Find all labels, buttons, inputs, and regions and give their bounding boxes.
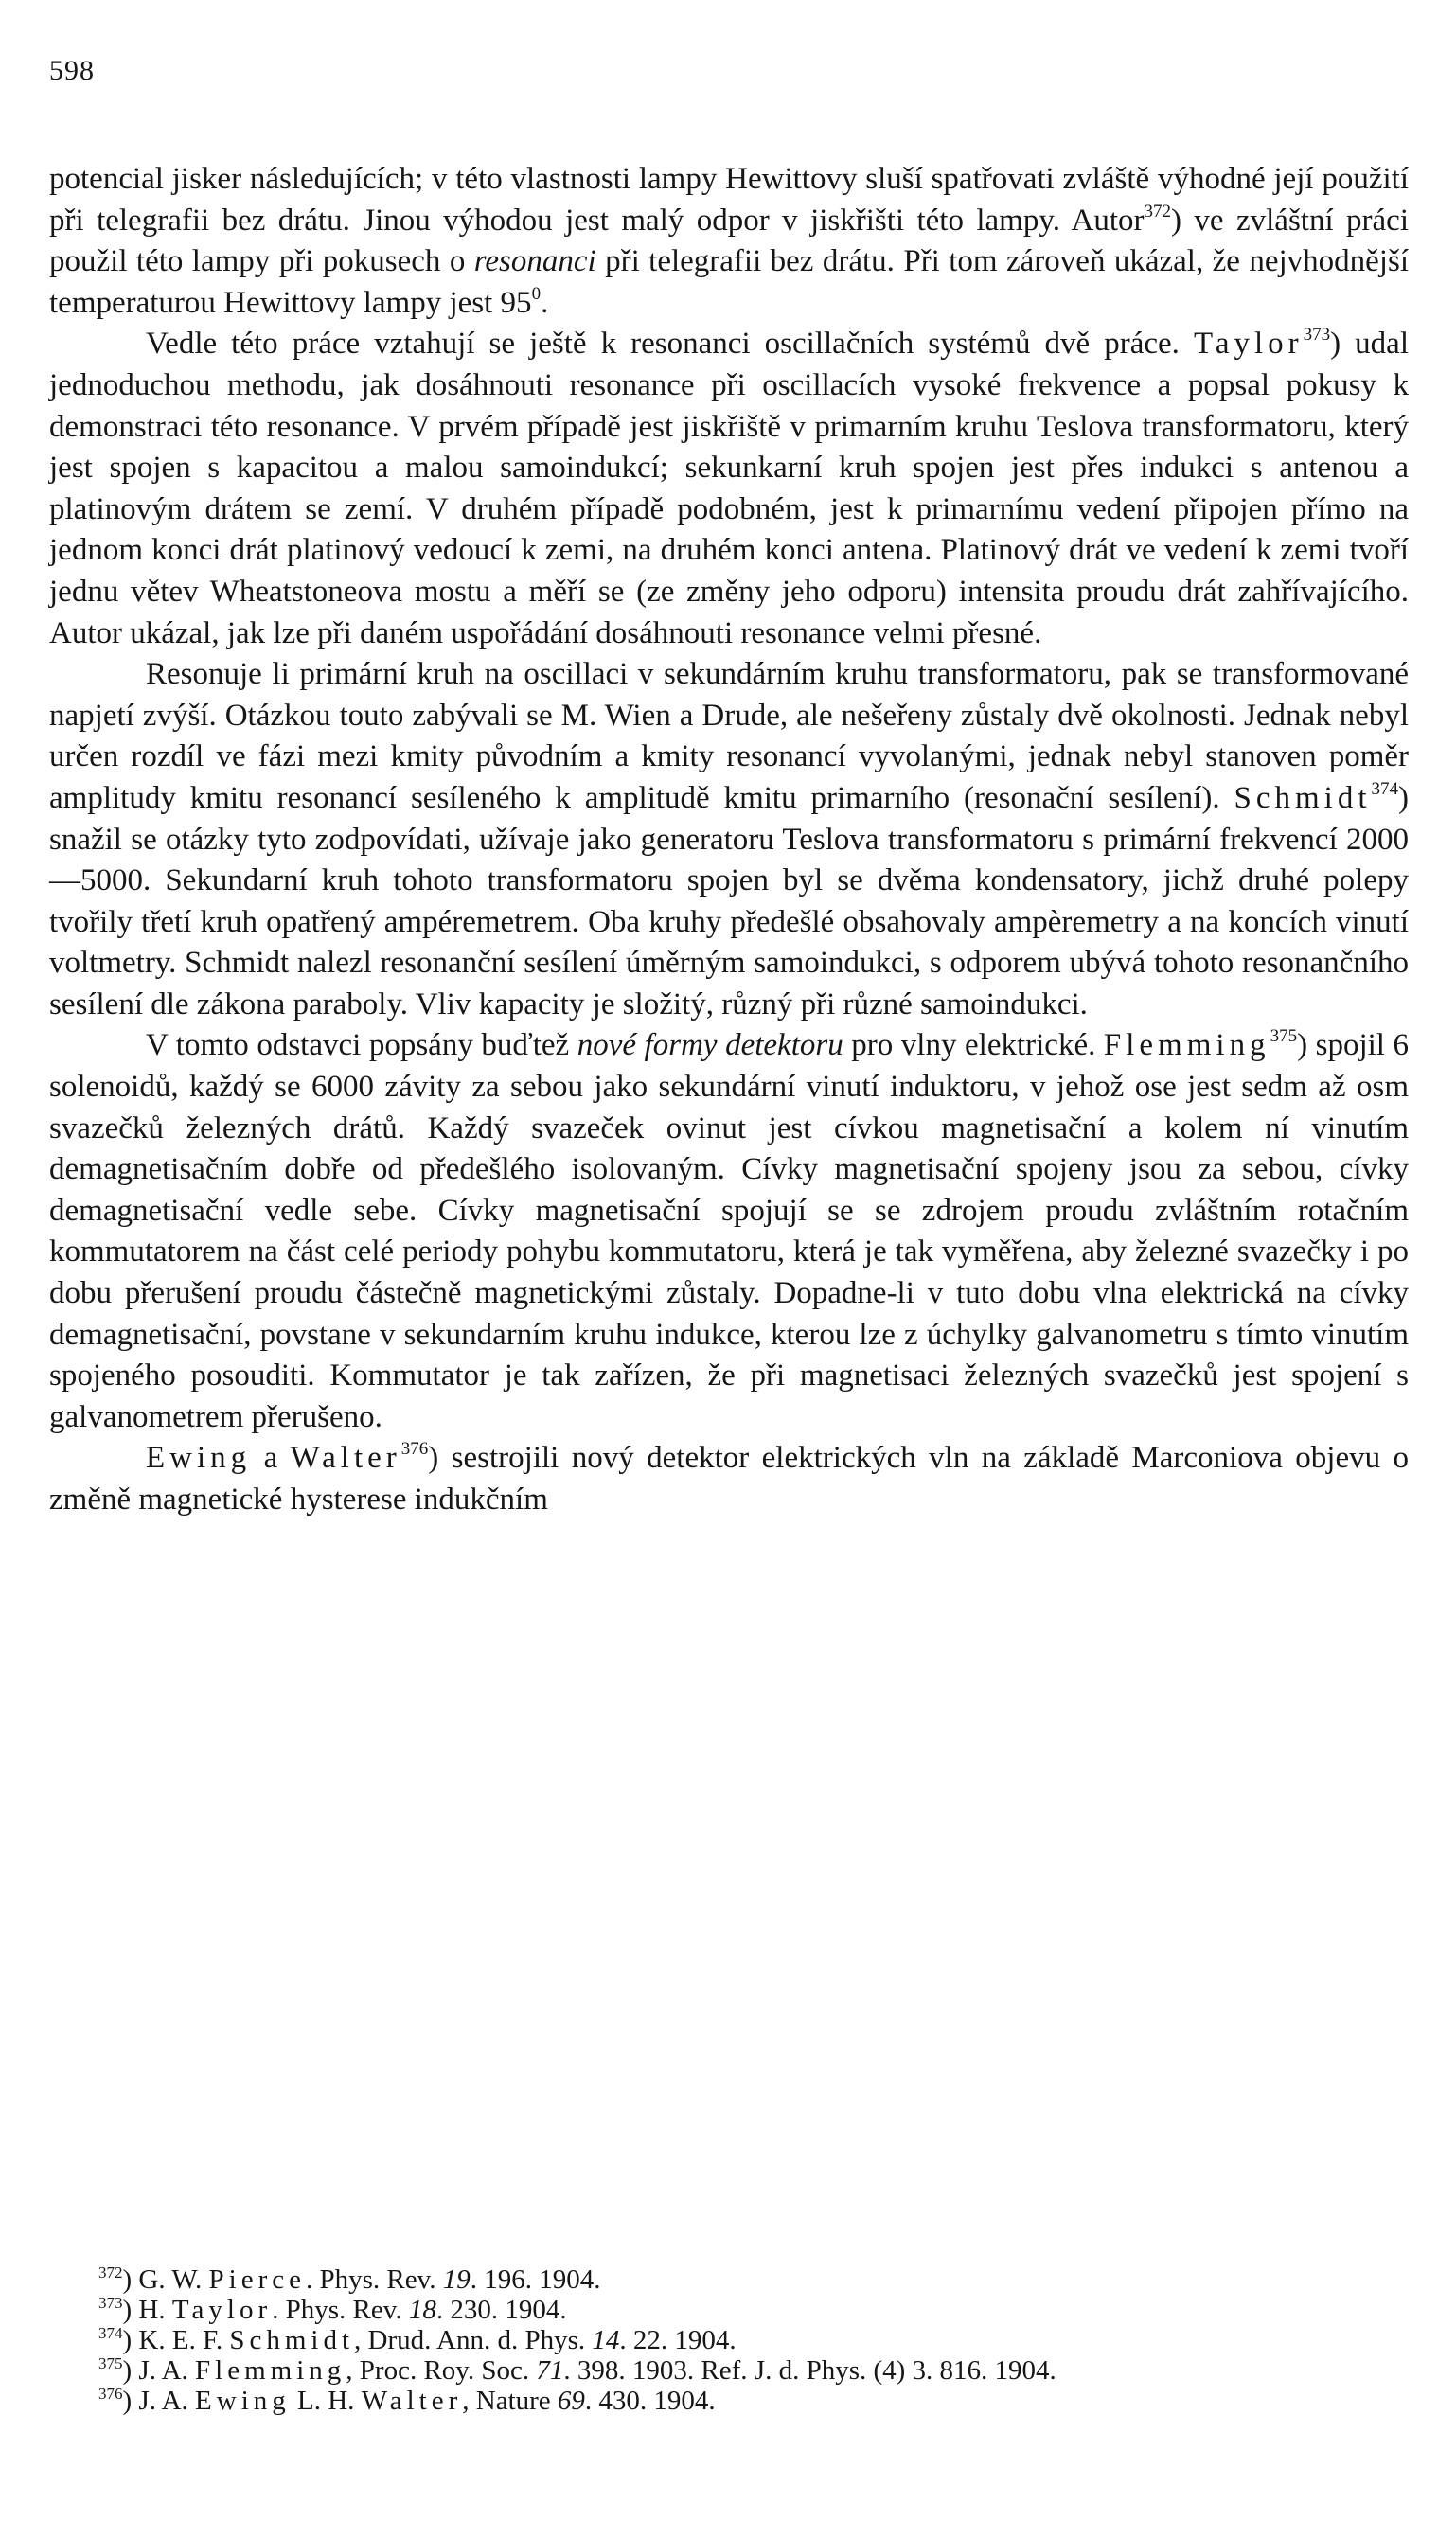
text-run: ) spojil 6 solenoidů, každý se 6000 závity za sebou jako sekundární vinutí induktoru, v jehož ose jest sedm až osm svazečků železných drátů. Každý svazeček ovinut jest cívkou magnetisační a kolem ní vinutím demagnetisačním dobře od předešlého isolovaným. Cívky magnetisační spojeny jsou za sebou, cívky demagnetisační vedle sebe. Cívky magnetisační spojují se se zdrojem proudu zvláštním rotačním kommutatorem na část celé periody pohybu kommutatoru, která je tak vyměřena, aby železné svazečky i po dobu přerušení proudu částečně magnetickými zůstaly. Dopadne-li v tuto dobu vlna elektrická na cívky demagnetisační, povstane v sekundarním kruhu indukce, kterou lze z úchylky galvanometru s tímto vinutím spojeného posouditi. Kommutator je tak zařízen, že při magnetisaci železných svazečků jest spojení s galvanometrem přerušeno. (49, 1028, 1410, 1434)
text-run: ) udal jednoduchou methodu, jak dosáhnouti resonance při oscillacích vysoké frekvence a popsal pokusy k demonstraci této resonance. V prvém případě jest jiskřiště v primarním kruhu Teslova transformatoru, který jest spojen s kapacitou a malou samoindukcí; sekunkarní kruh spojen jest přes indukci s antenou a platinovým drátem se zemí. V druhém případě podobném, jest k primarnímu vedení připojen přímo na jednom konci drát platinový vedoucí k zemi, na druhém konci antena. Platinový drát ve vedení k zemi tvoří jednu větev Wheatstoneova mostu a měří se (ze změny jeho odporu) intensita proudu drát zahřívajícího. Autor ukázal, jak lze při daném uspořádání dosáhnouti resonance velmi přesné. (49, 327, 1409, 650)
footnote-reference: 373 (1303, 325, 1331, 346)
footnote (49, 2295, 1409, 2325)
text-run: . Phys. Rev. (306, 2264, 443, 2295)
italic-text: resonanci (473, 244, 596, 279)
body-text (49, 159, 1409, 1521)
spaced-author-name: Taylor (1193, 327, 1304, 362)
spaced-author-name: Flemming (195, 2355, 346, 2386)
text-run: potencial jisker následujících; v této vlastnosti lampy Hewittovy sluší spatřovati zvláště výhodné její použití při telegrafii bez drátu. Jinou výhodou jest malý odpor v jiskřišti této lampy. Autor (49, 162, 1409, 238)
footnotes (49, 2264, 1409, 2416)
text-run: . 430. 1904. (584, 2386, 716, 2416)
spaced-author-name: Schmidt (229, 2325, 355, 2355)
footnote (49, 2264, 1409, 2295)
footnote-reference: 372 (98, 2264, 123, 2282)
paragraph (49, 654, 1409, 1025)
text-run: , Nature (462, 2386, 558, 2416)
text-run: ) snažil se otázky tyto zodpovídati, užívaje jako generatoru Teslova transformatoru s primární frekvencí 2000—5000. Sekundarní kruh tohoto transformatoru spojen byl se dvěma kondensatory, jichž druhé polepy tvořily třetí kruh opatřený ampéremetrem. Oba kruhy předešlé obsahovaly ampèremetry a na koncích vinutí voltmetry. Schmidt nalezl resonanční sesílení úměrným samoindukci, s odporem ubývá tohoto resonančního sesílení dle zákona paraboly. Vliv kapacity je složitý, různý při různé samoindukci. (49, 780, 1409, 1021)
text-run: ) H. (122, 2295, 172, 2325)
text-run: a (251, 1441, 291, 1476)
spaced-author-name: Walter (361, 2386, 463, 2416)
spaced-author-name: Taylor (171, 2295, 273, 2325)
text-run: . 230. 1904. (435, 2295, 567, 2325)
italic-text: 14 (592, 2325, 620, 2355)
footnote-reference: 374 (98, 2324, 123, 2342)
footnote-reference: 374 (1371, 778, 1398, 799)
text-run: Resonuje li primární kruh na oscillaci v sekundárním kruhu transformatoru, pak se transformované napjetí zvýší. Otázkou touto zabývali se M. Wien a Drude, ale nešeřeny zůstaly dvě okolnosti. Jednak nebyl určen rozdíl ve fázi mezi kmity původním a kmity resonancí vyvolanými, jednak nebyl stanoven poměr amplitudy kmitu resonancí sesíleného k amplitudě kmitu primarního (resonační sesílení). (49, 657, 1409, 815)
spaced-author-name: Pierce (208, 2264, 307, 2295)
text-run: , Proc. Roy. Soc. (346, 2355, 537, 2386)
text-run: , Drud. Ann. d. Phys. (354, 2325, 593, 2355)
italic-text: nové formy detektoru (577, 1028, 843, 1063)
footnote-reference: 376 (400, 1439, 429, 1460)
footnote-reference: 376 (98, 2385, 123, 2403)
italic-text: 69 (557, 2386, 585, 2416)
text-run: ) J. A. (122, 2355, 196, 2386)
italic-text: 19 (442, 2264, 471, 2295)
footnote-reference: 373 (98, 2294, 123, 2312)
text-run: L. H. (290, 2386, 362, 2416)
text-run: ) G. W. (122, 2264, 209, 2295)
text-run: při telegrafii bez drátu. Při tom zároveň ukázal, že nejvhodnější temperaturou Hewittovy lampy jest 95 (49, 244, 1409, 320)
footnote-reference: 0 (531, 283, 542, 304)
text-run: . 196. 1904. (470, 2264, 601, 2295)
footnote-reference: 375 (98, 2354, 123, 2372)
footnote-reference: 375 (1270, 1026, 1298, 1047)
text-run: . (541, 285, 549, 320)
spaced-author-name: Walter (290, 1441, 401, 1476)
paragraph (49, 324, 1409, 654)
paragraph (49, 1025, 1409, 1438)
text-run: ) K. E. F. (122, 2325, 230, 2355)
spaced-author-name: Ewing (195, 2386, 291, 2416)
text-run: ) sestrojili nový detektor elektrických vln na základě Marconiova objevu o změně magnetické hysterese indukčním (49, 1441, 1409, 1517)
text-run: . Phys. Rev. (272, 2295, 409, 2325)
text-run: ) J. A. (122, 2386, 196, 2416)
footnote (49, 2386, 1409, 2416)
paragraph (49, 1438, 1409, 1520)
paragraph (49, 159, 1409, 324)
footnote-reference: 372 (1144, 201, 1172, 222)
spaced-author-name: Schmidt (1234, 780, 1372, 815)
text-run: ) ve zvláštní práci použil této lampy při pokusech o (49, 203, 1409, 279)
text-run: . 22. 1904. (619, 2325, 737, 2355)
text-run: . 398. 1903. Ref. J. d. Phys. (4) 3. 816. 1904. (563, 2355, 1056, 2386)
page-number: 598 (49, 55, 95, 86)
italic-text: 71 (536, 2355, 564, 2386)
spaced-author-name: Flemming (1103, 1028, 1270, 1063)
footnote (49, 2355, 1409, 2386)
text-run: V tomto odstavci popsány buďtež (146, 1028, 577, 1063)
italic-text: 18 (408, 2295, 436, 2325)
spaced-author-name: Ewing (146, 1441, 252, 1476)
text-run: Vedle této práce vztahují se ještě k resonanci oscillačních systémů dvě práce. (146, 327, 1194, 362)
footnote (49, 2325, 1409, 2355)
text-run: pro vlny elektrické. (843, 1028, 1104, 1063)
